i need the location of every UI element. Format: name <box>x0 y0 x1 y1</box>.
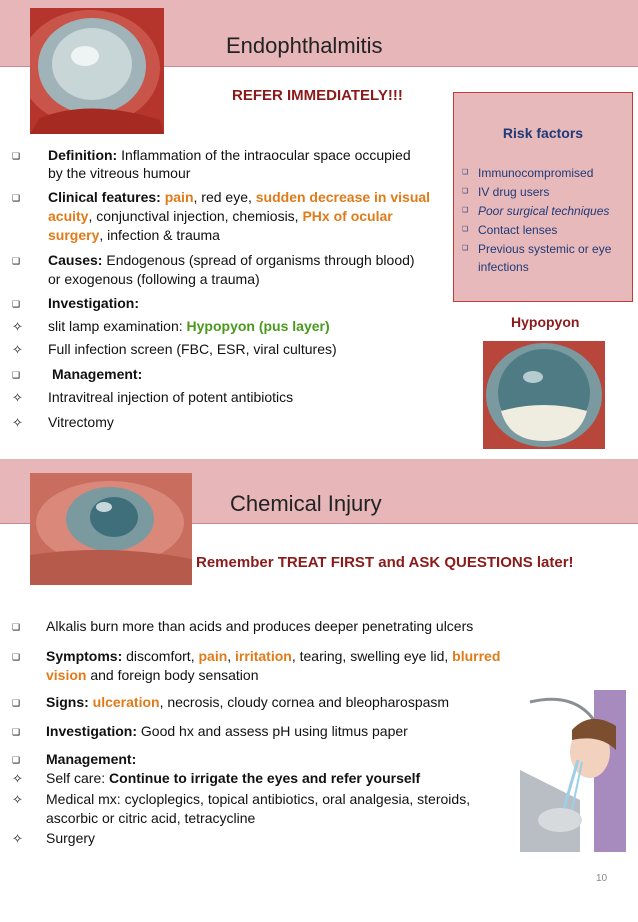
management-label: Management: <box>52 366 143 382</box>
square-bullet-icon: ❑ <box>12 755 21 765</box>
square-bullet-icon: ❑ <box>12 151 21 161</box>
selfcare-line <box>46 768 420 788</box>
chemical-injury-photo <box>30 473 192 585</box>
investigation2-text: Good hx and assess pH using litmus paper <box>137 723 408 739</box>
signs-line <box>46 692 449 712</box>
signs-ulceration: ulceration <box>92 694 160 710</box>
clinical-sudden: sudden decrease in visual <box>255 189 431 205</box>
section1-title: Endophthalmitis <box>226 33 383 58</box>
diamond-bullet-icon: ✧ <box>12 415 23 430</box>
medical-line-2: ascorbic or citric acid, tetracycline <box>46 810 256 826</box>
clinical-end: , infection & trauma <box>99 227 220 243</box>
causes-line-2: or exogenous (following a trauma) <box>48 271 260 287</box>
slit-lamp-text: slit lamp examination: <box>48 318 187 334</box>
risk-bullet-icon: ❑ <box>462 207 469 214</box>
signs-label: Signs: <box>46 694 89 710</box>
full-screen-line: Full infection screen (FBC, ESR, viral cultures) <box>48 341 337 357</box>
symptoms-label: Symptoms: <box>46 648 123 664</box>
diamond-bullet-icon: ✧ <box>12 792 23 807</box>
clinical-label: Clinical features: <box>48 189 161 205</box>
symptoms-c: , tearing, swelling eye lid, <box>291 648 453 664</box>
risk-item: IV drug users <box>478 185 550 199</box>
diamond-bullet-icon: ✧ <box>12 831 23 846</box>
square-bullet-icon: ❑ <box>12 622 21 632</box>
clinical-line-3 <box>48 225 220 245</box>
refer-immediately: REFER IMMEDIATELY!!! <box>232 87 403 104</box>
symptoms-b: , <box>227 648 236 664</box>
definition-text: Inflammation of the intraocular space occupied <box>121 147 411 163</box>
clinical-acuity: acuity <box>48 208 89 224</box>
risk-bullet-icon: ❑ <box>462 226 469 233</box>
endophthalmitis-photo <box>30 8 164 134</box>
remember-line: Remember TREAT FIRST and ASK QUESTIONS later! <box>196 554 574 571</box>
causes-line-1 <box>48 250 415 270</box>
clinical-pain: pain <box>164 189 194 205</box>
clinical-red: , red eye, <box>193 189 256 205</box>
diamond-bullet-icon: ✧ <box>12 319 23 334</box>
vitrectomy-line: Vitrectomy <box>48 414 114 430</box>
slit-lamp-line <box>48 316 330 336</box>
hypopyon-pus: Hypopyon (pus layer) <box>186 318 330 334</box>
diamond-bullet-icon: ✧ <box>12 342 23 357</box>
symptoms-d: and foreign body sensation <box>86 667 259 683</box>
clinical-surgery: surgery <box>48 227 100 243</box>
risk-bullet-icon: ❑ <box>462 188 469 195</box>
symptoms-blurred: blurred <box>452 648 501 664</box>
hypopyon-label: Hypopyon <box>511 314 580 330</box>
eye-irrigation-illustration <box>520 690 626 852</box>
diamond-bullet-icon: ✧ <box>12 771 23 786</box>
selfcare-a: Self care: <box>46 770 110 786</box>
alkalis-line: Alkalis burn more than acids and produces deeper penetrating ulcers <box>46 618 474 634</box>
investigation2-line <box>46 721 408 741</box>
signs-rest: , necrosis, cloudy cornea and bleopharospasm <box>159 694 450 710</box>
risk-bullet-icon: ❑ <box>462 169 469 176</box>
hypopyon-photo <box>483 341 605 449</box>
management2-label: Management: <box>46 751 137 767</box>
investigation2-label: Investigation: <box>46 723 138 739</box>
risk-item: Previous systemic or eye infections <box>478 242 612 274</box>
diamond-bullet-icon: ✧ <box>12 390 23 405</box>
risk-factors-title: Risk factors <box>502 125 584 141</box>
clinical-phx: PHx of ocular <box>302 208 393 224</box>
intravitreal-line: Intravitreal injection of potent antibiotics <box>48 389 294 405</box>
risk-bullet-icon: ❑ <box>462 245 469 252</box>
risk-item: Poor surgical techniques <box>478 204 610 218</box>
causes-label: Causes: <box>48 252 103 268</box>
symptoms-line-1 <box>46 646 500 666</box>
symptoms-irritation: irritation <box>235 648 292 664</box>
definition-line-1 <box>48 145 411 165</box>
page-number: 10 <box>596 873 608 884</box>
square-bullet-icon: ❑ <box>12 256 21 266</box>
square-bullet-icon: ❑ <box>12 698 21 708</box>
symptoms-pain: pain <box>198 648 228 664</box>
square-bullet-icon: ❑ <box>12 652 21 662</box>
section2-title: Chemical Injury <box>230 491 382 516</box>
causes-text: Endogenous (spread of organisms through blood) <box>106 252 415 268</box>
selfcare-b: Continue to irrigate the eyes and refer yourself <box>109 770 421 786</box>
square-bullet-icon: ❑ <box>12 299 21 309</box>
symptoms-a: discomfort, <box>122 648 199 664</box>
investigation-label: Investigation: <box>48 295 140 311</box>
symptoms-line-2 <box>46 665 258 685</box>
clinical-line-2 <box>48 206 393 226</box>
risk-item: Immunocompromised <box>478 166 594 180</box>
definition-line-2: by the vitreous humour <box>48 165 191 181</box>
risk-factors-box <box>453 92 633 302</box>
risk-item: Contact lenses <box>478 223 558 237</box>
symptoms-vision: vision <box>46 667 87 683</box>
clinical-mid: , conjunctival injection, chemiosis, <box>88 208 303 224</box>
definition-label: Definition: <box>48 147 118 163</box>
clinical-line-1 <box>48 187 430 207</box>
medical-line-1: Medical mx: cycloplegics, topical antibiotics, oral analgesia, steroids, <box>46 791 471 807</box>
square-bullet-icon: ❑ <box>12 370 21 380</box>
surgery-line: Surgery <box>46 830 96 846</box>
square-bullet-icon: ❑ <box>12 193 21 203</box>
square-bullet-icon: ❑ <box>12 727 21 737</box>
